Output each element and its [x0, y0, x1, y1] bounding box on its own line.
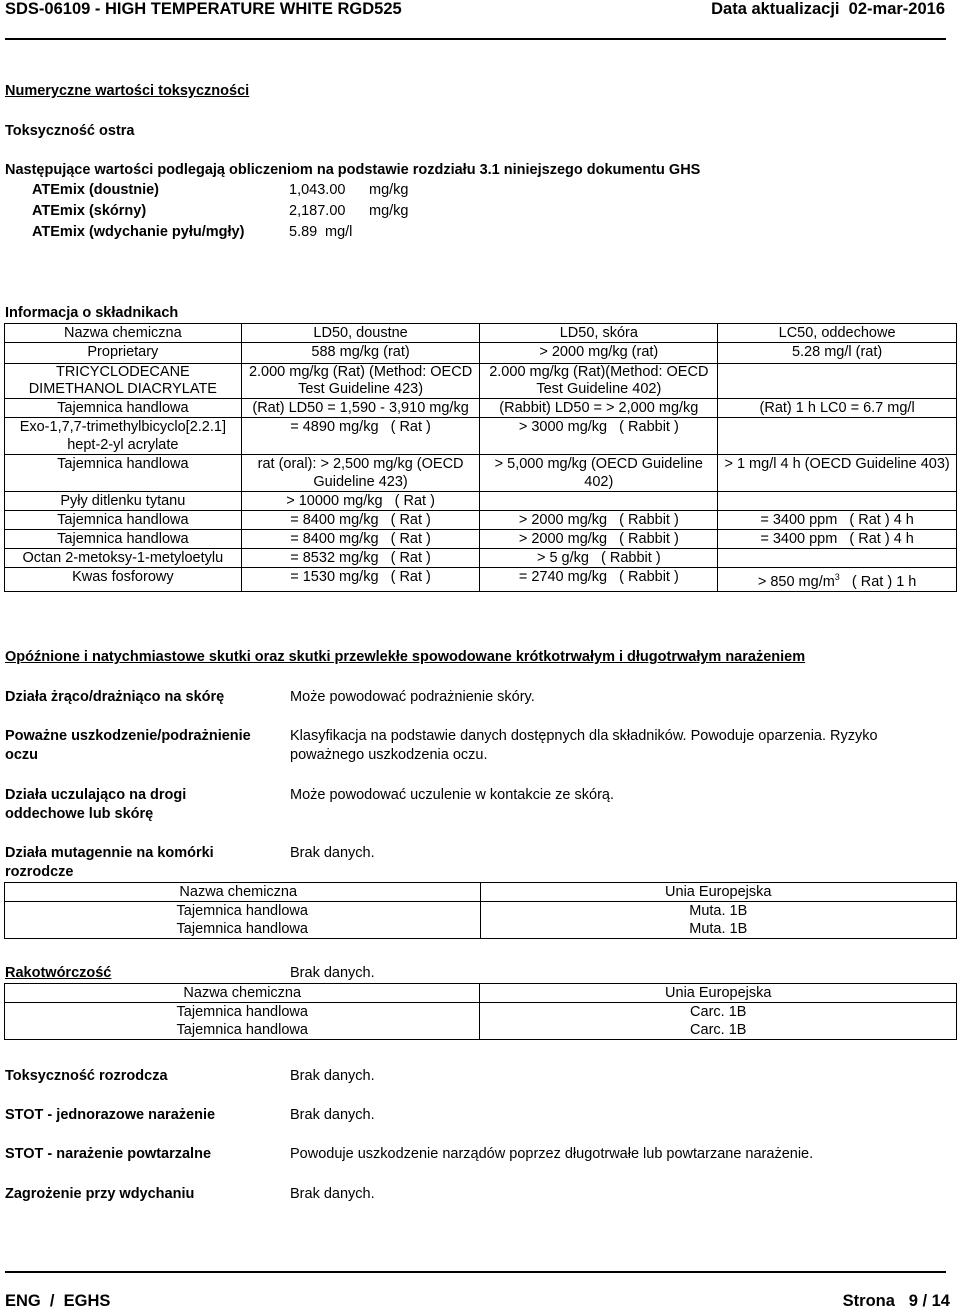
table-row: Tajemnica handlowa Muta. 1B — [5, 902, 957, 921]
col-header: LD50, skóra — [480, 324, 718, 343]
revision-date-label: Data aktualizacji — [711, 0, 840, 18]
atemix-row: ATEmix (skórny) 2,187.00 mg/kg — [32, 203, 409, 219]
aspiration-hazard-label: Zagrożenie przy wdychaniu — [5, 1186, 195, 1202]
effects-heading: Opóźnione i natychmiastowe skutki oraz skutki przewlekłe spowodowane krótkotrwałym i długotrwałym narażeniem — [5, 649, 806, 665]
reproductive-tox-label: Toksyczność rozrodcza — [5, 1068, 168, 1084]
table-row: Octan 2-metoksy-1-metyloetylu = 8532 mg/kg ( Rat ) > 5 g/kg ( Rabbit ) — [5, 549, 957, 568]
stot-single-value: Brak danych. — [290, 1107, 375, 1123]
skin-corrosion-label: Działa żrąco/drażniąco na skórę — [5, 689, 225, 705]
components-heading: Informacja o składnikach — [5, 305, 179, 321]
stot-single-label: STOT - jednorazowe narażenie — [5, 1107, 216, 1123]
stot-repeated-value: Powoduje uszkodzenie narządów poprzez długotrwałe lub powtarzane narażenie. — [290, 1146, 814, 1162]
table-row: Tajemnica handlowa Carc. 1B — [5, 1021, 957, 1040]
atemix-table — [32, 180, 409, 243]
reproductive-tox-value: Brak danych. — [290, 1068, 375, 1084]
sensitization-value: Może powodować uczulenie w kontakcie ze skórą. — [290, 787, 614, 803]
mutagenicity-value: Brak danych. — [290, 845, 375, 861]
revision-date-value: 02-mar-2016 — [848, 0, 945, 18]
eye-damage-value: Klasyfikacja na podstawie danych dostępnych dla składników. Powoduje oparzenia. Ryzyko poważnego uszkodzenia oczu. — [290, 728, 878, 763]
components-table — [4, 323, 957, 592]
table-row: Kwas fosforowy = 1530 mg/kg ( Rat ) = 2740 mg/kg ( Rabbit ) > 850 $mg/m^3$ ( Rat ) 1 h — [5, 568, 957, 592]
revision-date — [711, 0, 945, 19]
page-number — [843, 1292, 950, 1311]
aspiration-hazard-value: Brak danych. — [290, 1186, 375, 1202]
tox-heading: Numeryczne wartości toksyczności — [5, 83, 250, 99]
stot-repeated-label: STOT - narażenie powtarzalne — [5, 1146, 212, 1162]
mutagenicity-table — [4, 882, 957, 939]
table-row: Tajemnica handlowa (Rat) LD50 = 1,590 - 3,910 mg/kg (Rabbit) LD50 = > 2,000 mg/kg (Rat) 1 h LC0 = 6.7 mg/l — [5, 399, 957, 418]
mutagenicity-label: Działa mutagennie na komórki rozrodcze — [5, 845, 214, 880]
table-header-row: Nazwa chemiczna Unia Europejska — [5, 883, 957, 902]
ate-note: Następujące wartości podlegają obliczeniom na podstawie rozdziału 3.1 niniejszego dokumentu GHS — [5, 162, 701, 178]
acute-tox-heading: Toksyczność ostra — [5, 123, 135, 139]
footer-rule — [5, 1271, 946, 1273]
components-header-row — [5, 324, 957, 343]
carcinogenicity-table — [4, 983, 957, 1040]
table-row: Tajemnica handlowa = 8400 mg/kg ( Rat ) > 2000 mg/kg ( Rabbit ) = 3400 ppm ( Rat ) 4 h — [5, 530, 957, 549]
carcinogenicity-label: Rakotwórczość — [5, 965, 112, 981]
document-id: SDS-06109 - HIGH TEMPERATURE WHITE RGD525 — [5, 0, 402, 18]
table-row: Exo-1,7,7-trimethylbicyclo[2.2.1] hept-2-yl acrylate = 4890 mg/kg ( Rat ) > 3000 mg/kg ( Rabbit ) — [5, 418, 957, 455]
sensitization-label: Działa uczulająco na drogi oddechowe lub skórę — [5, 787, 187, 822]
atemix-row: ATEmix (wdychanie pyłu/mgły) 5.89 mg/l — [32, 224, 353, 240]
footer-language: ENG / EGHS — [5, 1292, 111, 1310]
atemix-row: ATEmix (doustnie) 1,043.00 mg/kg — [32, 182, 409, 198]
table-row: Tajemnica handlowa = 8400 mg/kg ( Rat ) > 2000 mg/kg ( Rabbit ) = 3400 ppm ( Rat ) 4 h — [5, 511, 957, 530]
eye-damage-label: Poważne uszkodzenie/podrażnienie oczu — [5, 728, 251, 763]
page-label: Strona — [842, 1292, 895, 1310]
col-header: LD50, doustne — [241, 324, 480, 343]
skin-corrosion-value: Może powodować podrażnienie skóry. — [290, 689, 535, 705]
table-row: TRICYCLODECANE DIMETHANOL DIACRYLATE 2.000 mg/kg (Rat) (Method: OECD Test Guideline 423) 2.000 mg/kg (Rat)(Method: OECD Test Guideline 402) — [5, 364, 957, 399]
table-row: Tajemnica handlowa Muta. 1B — [5, 920, 957, 939]
page-value: 9 / 14 — [908, 1292, 950, 1310]
document-header — [5, 0, 955, 22]
document-footer — [5, 1292, 955, 1311]
col-header: Nazwa chemiczna — [5, 324, 242, 343]
table-row: Pyły ditlenku tytanu > 10000 mg/kg ( Rat ) — [5, 492, 957, 511]
col-header: LC50, oddechowe — [718, 324, 957, 343]
carcinogenicity-value: Brak danych. — [290, 965, 375, 981]
table-row: Tajemnica handlowa Carc. 1B — [5, 1003, 957, 1022]
header-rule — [5, 38, 946, 40]
table-row: Proprietary 588 mg/kg (rat) > 2000 mg/kg (rat) 5.28 mg/l (rat) — [5, 343, 957, 364]
table-header-row: Nazwa chemiczna Unia Europejska — [5, 984, 957, 1003]
table-row: Tajemnica handlowa rat (oral): > 2,500 mg/kg (OECD Guideline 423) > 5,000 mg/kg (OECD Guideline 402) > 1 mg/l 4 h (OECD Guideline 403) — [5, 455, 957, 492]
